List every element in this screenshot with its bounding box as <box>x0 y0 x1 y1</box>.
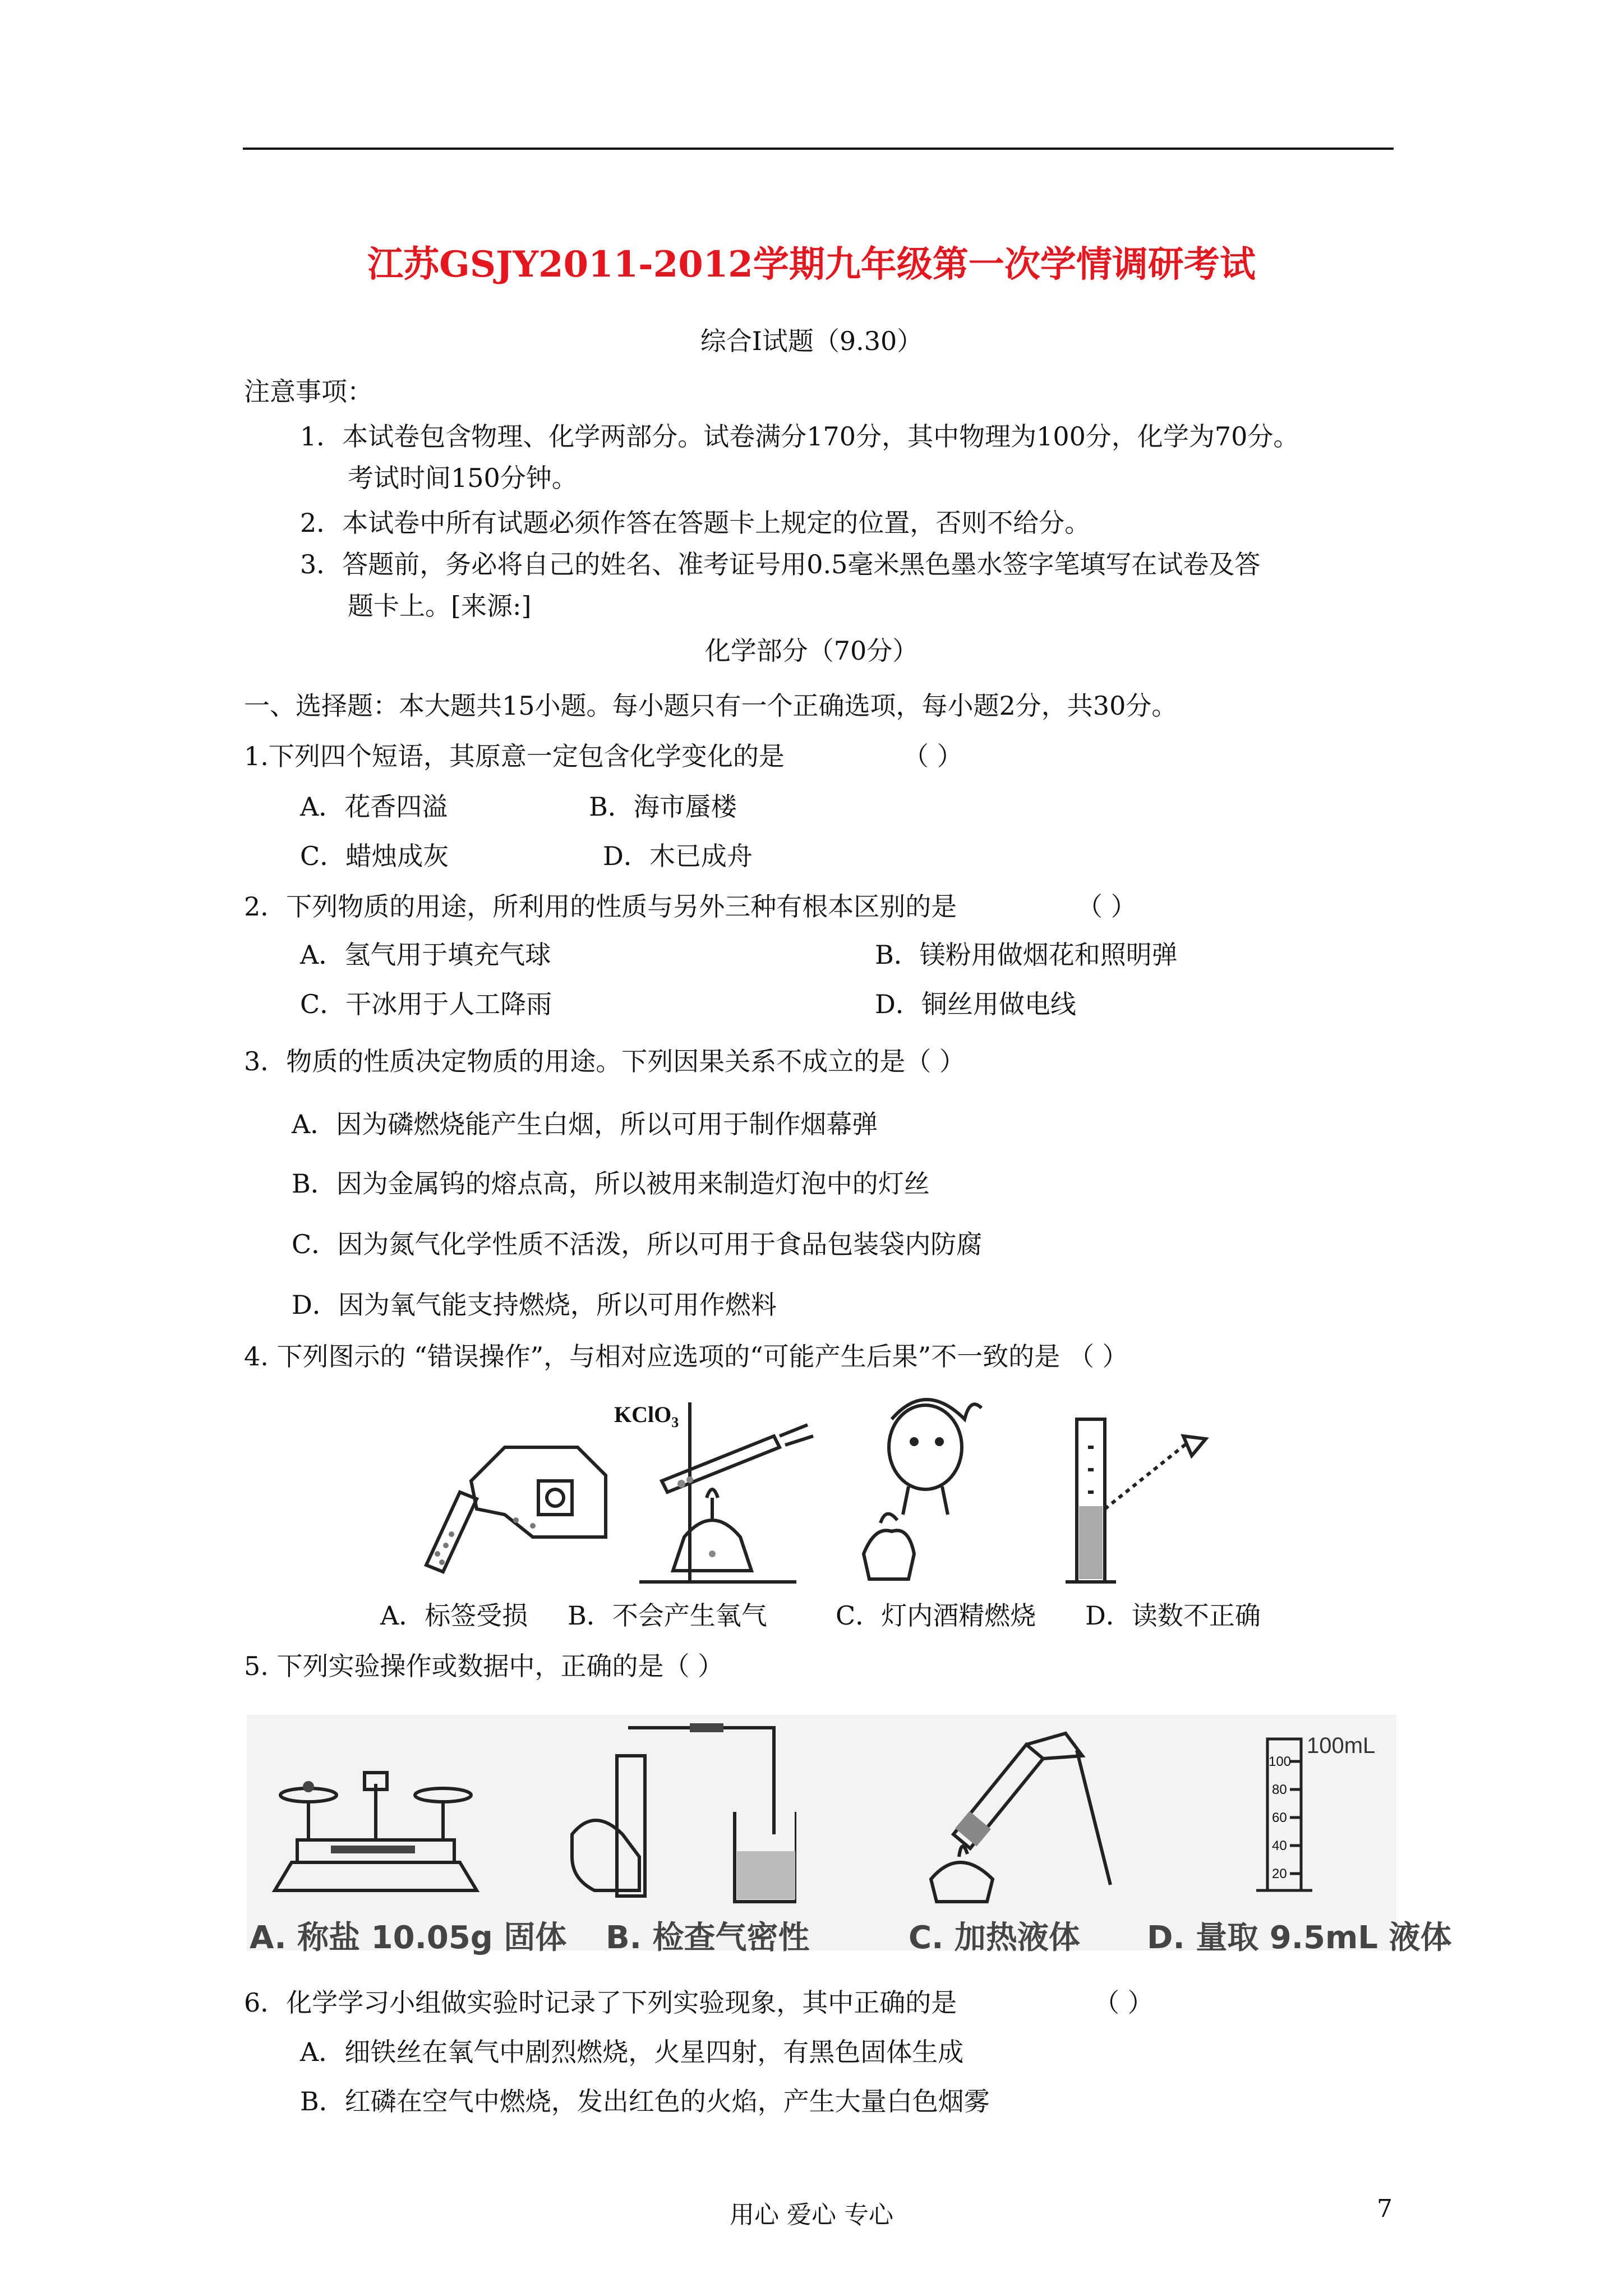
q4-kclo3-label: KClO$_3$ <box>614 1402 679 1430</box>
q1-option-a: A．花香四溢 <box>300 792 448 822</box>
q4-caption-c: C．灯内酒精燃烧 <box>836 1600 1036 1631</box>
q4-figure-b-heating <box>628 1391 841 1593</box>
q4-caption-d: D．读数不正确 <box>1085 1600 1261 1631</box>
question-4-stem: 4. 下列图示的 “错误操作”，与相对应选项的“可能产生后果”不一致的是 （ ） <box>244 1341 1128 1372</box>
q5-tick-20: 20 <box>1272 1866 1287 1881</box>
q1-option-b: B．海市蜃楼 <box>589 792 737 822</box>
q6-option-a: A．细铁丝在氧气中剧烈燃烧，火星四射，有黑色固体生成 <box>300 2037 964 2067</box>
section-instructions: 一、选择题：本大题共15小题。每小题只有一个正确选项，每小题2分，共30分。 <box>244 691 1178 721</box>
q4-figure-a-pouring <box>393 1414 617 1582</box>
q2-option-d: D．铜丝用做电线 <box>875 989 1076 1019</box>
question-2-stem: 2．下列物质的用途，所利用的性质与另外三种有根本区别的是 <box>244 891 957 922</box>
question-1-bracket: （ ） <box>903 741 963 771</box>
question-6-stem: 6．化学学习小组做实验时记录了下列实验现象，其中正确的是 <box>244 1987 957 2018</box>
q6-option-b: B．红磷在空气中燃烧，发出红色的火焰，产生大量白色烟雾 <box>300 2086 990 2116</box>
q3-option-c: C．因为氮气化学性质不活泼，所以可用于食品包装袋内防腐 <box>292 1229 983 1259</box>
question-2-bracket: （ ） <box>1077 891 1137 922</box>
q5-tick-40: 40 <box>1272 1838 1287 1853</box>
q2-option-a: A．氢气用于填充气球 <box>300 940 551 970</box>
q5-figure-a-balance <box>264 1739 488 1907</box>
question-3-stem: 3．物质的性质决定物质的用途。下列因果关系不成立的是（ ） <box>244 1046 965 1076</box>
q5-caption-d: D. 量取 9.5mL 液体 <box>1147 1920 1452 1956</box>
notice-item-3: 3．答题前，务必将自己的姓名、准考证号用0.5毫米黑色墨水签字笔填写在试卷及答 <box>300 549 1261 579</box>
notice-item-2: 2．本试卷中所有试题必须作答在答题卡上规定的位置，否则不给分。 <box>300 508 1091 538</box>
q5-caption-b: B. 检查气密性 <box>606 1920 810 1956</box>
q3-option-a: A．因为磷燃烧能产生白烟，所以可用于制作烟幕弹 <box>292 1109 878 1139</box>
notice-heading: 注意事项： <box>244 376 373 407</box>
q5-tick-80: 80 <box>1272 1782 1287 1797</box>
q5-caption-c: C. 加热液体 <box>909 1920 1080 1956</box>
q4-caption-b: B．不会产生氧气 <box>568 1600 767 1631</box>
q3-option-b: B．因为金属钨的熔点高，所以被用来制造灯泡中的灯丝 <box>292 1168 930 1199</box>
notice-item-3-cont: 题卡上。[来源:] <box>348 591 532 621</box>
notice-item-1: 1．本试卷包含物理、化学两部分。试卷满分170分，其中物理为100分，化学为70分。 <box>300 421 1299 452</box>
page-number: 7 <box>1377 2194 1393 2223</box>
footer-motto: 用心 爱心 专心 <box>730 2201 893 2229</box>
q5-tick-100: 100 <box>1269 1754 1292 1769</box>
q5-figure-b-airtight <box>561 1722 796 1907</box>
notice-item-1-cont: 考试时间150分钟。 <box>348 463 578 493</box>
q5-tick-60: 60 <box>1272 1810 1287 1825</box>
question-6-bracket: （ ） <box>1094 1987 1154 2018</box>
section-title: 化学部分（70分） <box>704 636 919 666</box>
q2-option-c: C．干冰用于人工降雨 <box>300 989 552 1019</box>
q1-option-d: D．木已成舟 <box>603 841 753 871</box>
q5-caption-a: A. 称盐 10.05g 固体 <box>250 1920 567 1956</box>
q2-option-b: B．镁粉用做烟花和照明弹 <box>875 940 1178 970</box>
q4-figure-d-reading <box>1054 1402 1223 1593</box>
q3-option-d: D．因为氧气能支持燃烧，所以可用作燃料 <box>292 1290 777 1320</box>
q1-option-c: C．蜡烛成灰 <box>300 841 449 871</box>
q4-caption-a: A．标签受损 <box>380 1600 528 1631</box>
question-1-stem: 1.下列四个短语，其原意一定包含化学变化的是 <box>244 741 785 771</box>
page-title: 江苏GSJY2011-2012学期九年级第一次学情调研考试 <box>367 243 1256 286</box>
q4-figure-c-blowing <box>841 1386 987 1588</box>
top-rule <box>243 148 1394 150</box>
q5-figure-c-heating <box>920 1717 1122 1907</box>
subtitle: 综合Ⅰ试题（9.30） <box>700 326 923 356</box>
q5-cylinder-capacity-label: 100mL <box>1307 1733 1376 1758</box>
question-5-stem: 5. 下列实验操作或数据中，正确的是（ ） <box>244 1651 724 1681</box>
